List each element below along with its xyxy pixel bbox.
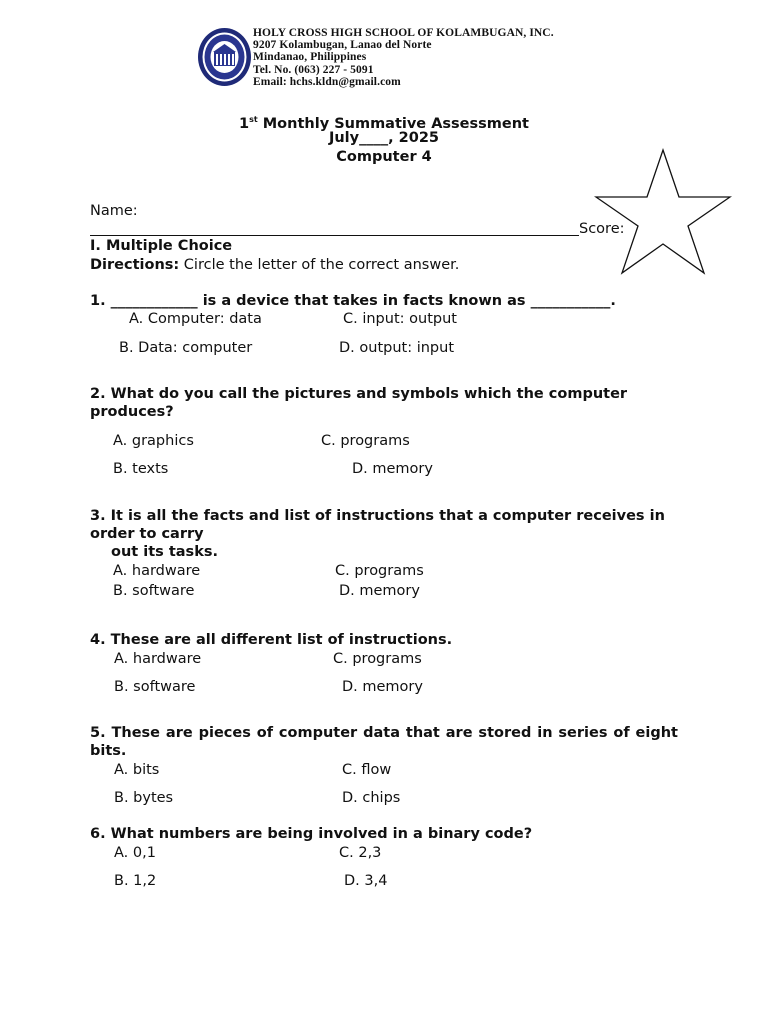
title-text: Monthly Summative Assessment — [257, 116, 529, 132]
score-label: Score: — [579, 221, 625, 237]
question-1-option-c[interactable]: C. input: output — [343, 311, 457, 327]
question-3-text-continued: out its tasks. — [111, 544, 218, 560]
question-1-option-d[interactable]: D. output: input — [339, 340, 455, 356]
question-6-option-c[interactable]: C. 2,3 — [339, 845, 382, 861]
question-2-option-c[interactable]: C. programs — [321, 433, 410, 449]
question-5-option-d[interactable]: D. chips — [342, 790, 401, 806]
directions — [90, 256, 459, 274]
question-1-text: 1. ____________ is a device that takes in facts known as ___________. — [90, 293, 616, 309]
question-3-option-d[interactable]: D. memory — [339, 583, 420, 599]
school-phone: Tel. No. (063) 227 - 5091 — [253, 63, 374, 76]
star-icon — [594, 148, 732, 276]
question-4-option-d[interactable]: D. memory — [342, 679, 423, 695]
question-4-option-c[interactable]: C. programs — [333, 651, 422, 667]
school-name: HOLY CROSS HIGH SCHOOL OF KOLAMBUGAN, INC. — [253, 27, 554, 39]
school-header — [253, 27, 554, 88]
school-email: Email: hchs.kldn@gmail.com — [253, 75, 401, 88]
question-3-text: 3. It is all the facts and list of instructions that a computer receives in order to carry — [90, 508, 665, 542]
title-ordinal: 1 — [239, 116, 250, 132]
question-4-option-b[interactable]: B. software — [114, 679, 196, 695]
question-5-option-a[interactable]: A. bits — [114, 762, 160, 778]
question-3-option-c[interactable]: C. programs — [335, 563, 424, 579]
exam-date: July____, 2025 — [328, 130, 440, 146]
question-2-text: 2. What do you call the pictures and symbols which the computer produces? — [90, 386, 628, 420]
question-6-option-b[interactable]: B. 1,2 — [114, 873, 157, 889]
school-region: Mindanao, Philippines — [253, 51, 367, 64]
school-seal-logo — [197, 27, 252, 87]
section-title: I. Multiple Choice — [90, 238, 233, 254]
directions-label: Directions: — [90, 257, 180, 273]
question-4-option-a[interactable]: A. hardware — [114, 651, 202, 667]
name-label: Name: — [90, 203, 138, 219]
question-5-option-b[interactable]: B. bytes — [114, 790, 174, 806]
title-ordinal-suffix: st — [249, 115, 258, 124]
question-2-option-d[interactable]: D. memory — [352, 461, 433, 477]
question-4-text: 4. These are all different list of instructions. — [90, 632, 453, 648]
question-6-option-d[interactable]: D. 3,4 — [344, 873, 388, 889]
question-2-option-b[interactable]: B. texts — [113, 461, 169, 477]
question-6-option-a[interactable]: A. 0,1 — [114, 845, 156, 861]
question-6-text: 6. What numbers are being involved in a binary code? — [90, 826, 533, 842]
question-1-option-a[interactable]: A. Computer: data — [129, 311, 262, 327]
question-3-option-b[interactable]: B. software — [113, 583, 195, 599]
question-5-text: 5. These are pieces of computer data that are stored in series of eight bits. — [90, 725, 678, 759]
name-blank-line[interactable] — [90, 235, 579, 236]
question-3-option-a[interactable]: A. hardware — [113, 563, 201, 579]
exam-subject: Computer 4 — [336, 149, 432, 165]
question-5-option-c[interactable]: C. flow — [342, 762, 392, 778]
question-1-option-b[interactable]: B. Data: computer — [119, 340, 253, 356]
directions-text: Circle the letter of the correct answer. — [179, 257, 460, 273]
question-2-option-a[interactable]: A. graphics — [113, 433, 194, 449]
school-address: 9207 Kolambugan, Lanao del Norte — [253, 39, 432, 52]
